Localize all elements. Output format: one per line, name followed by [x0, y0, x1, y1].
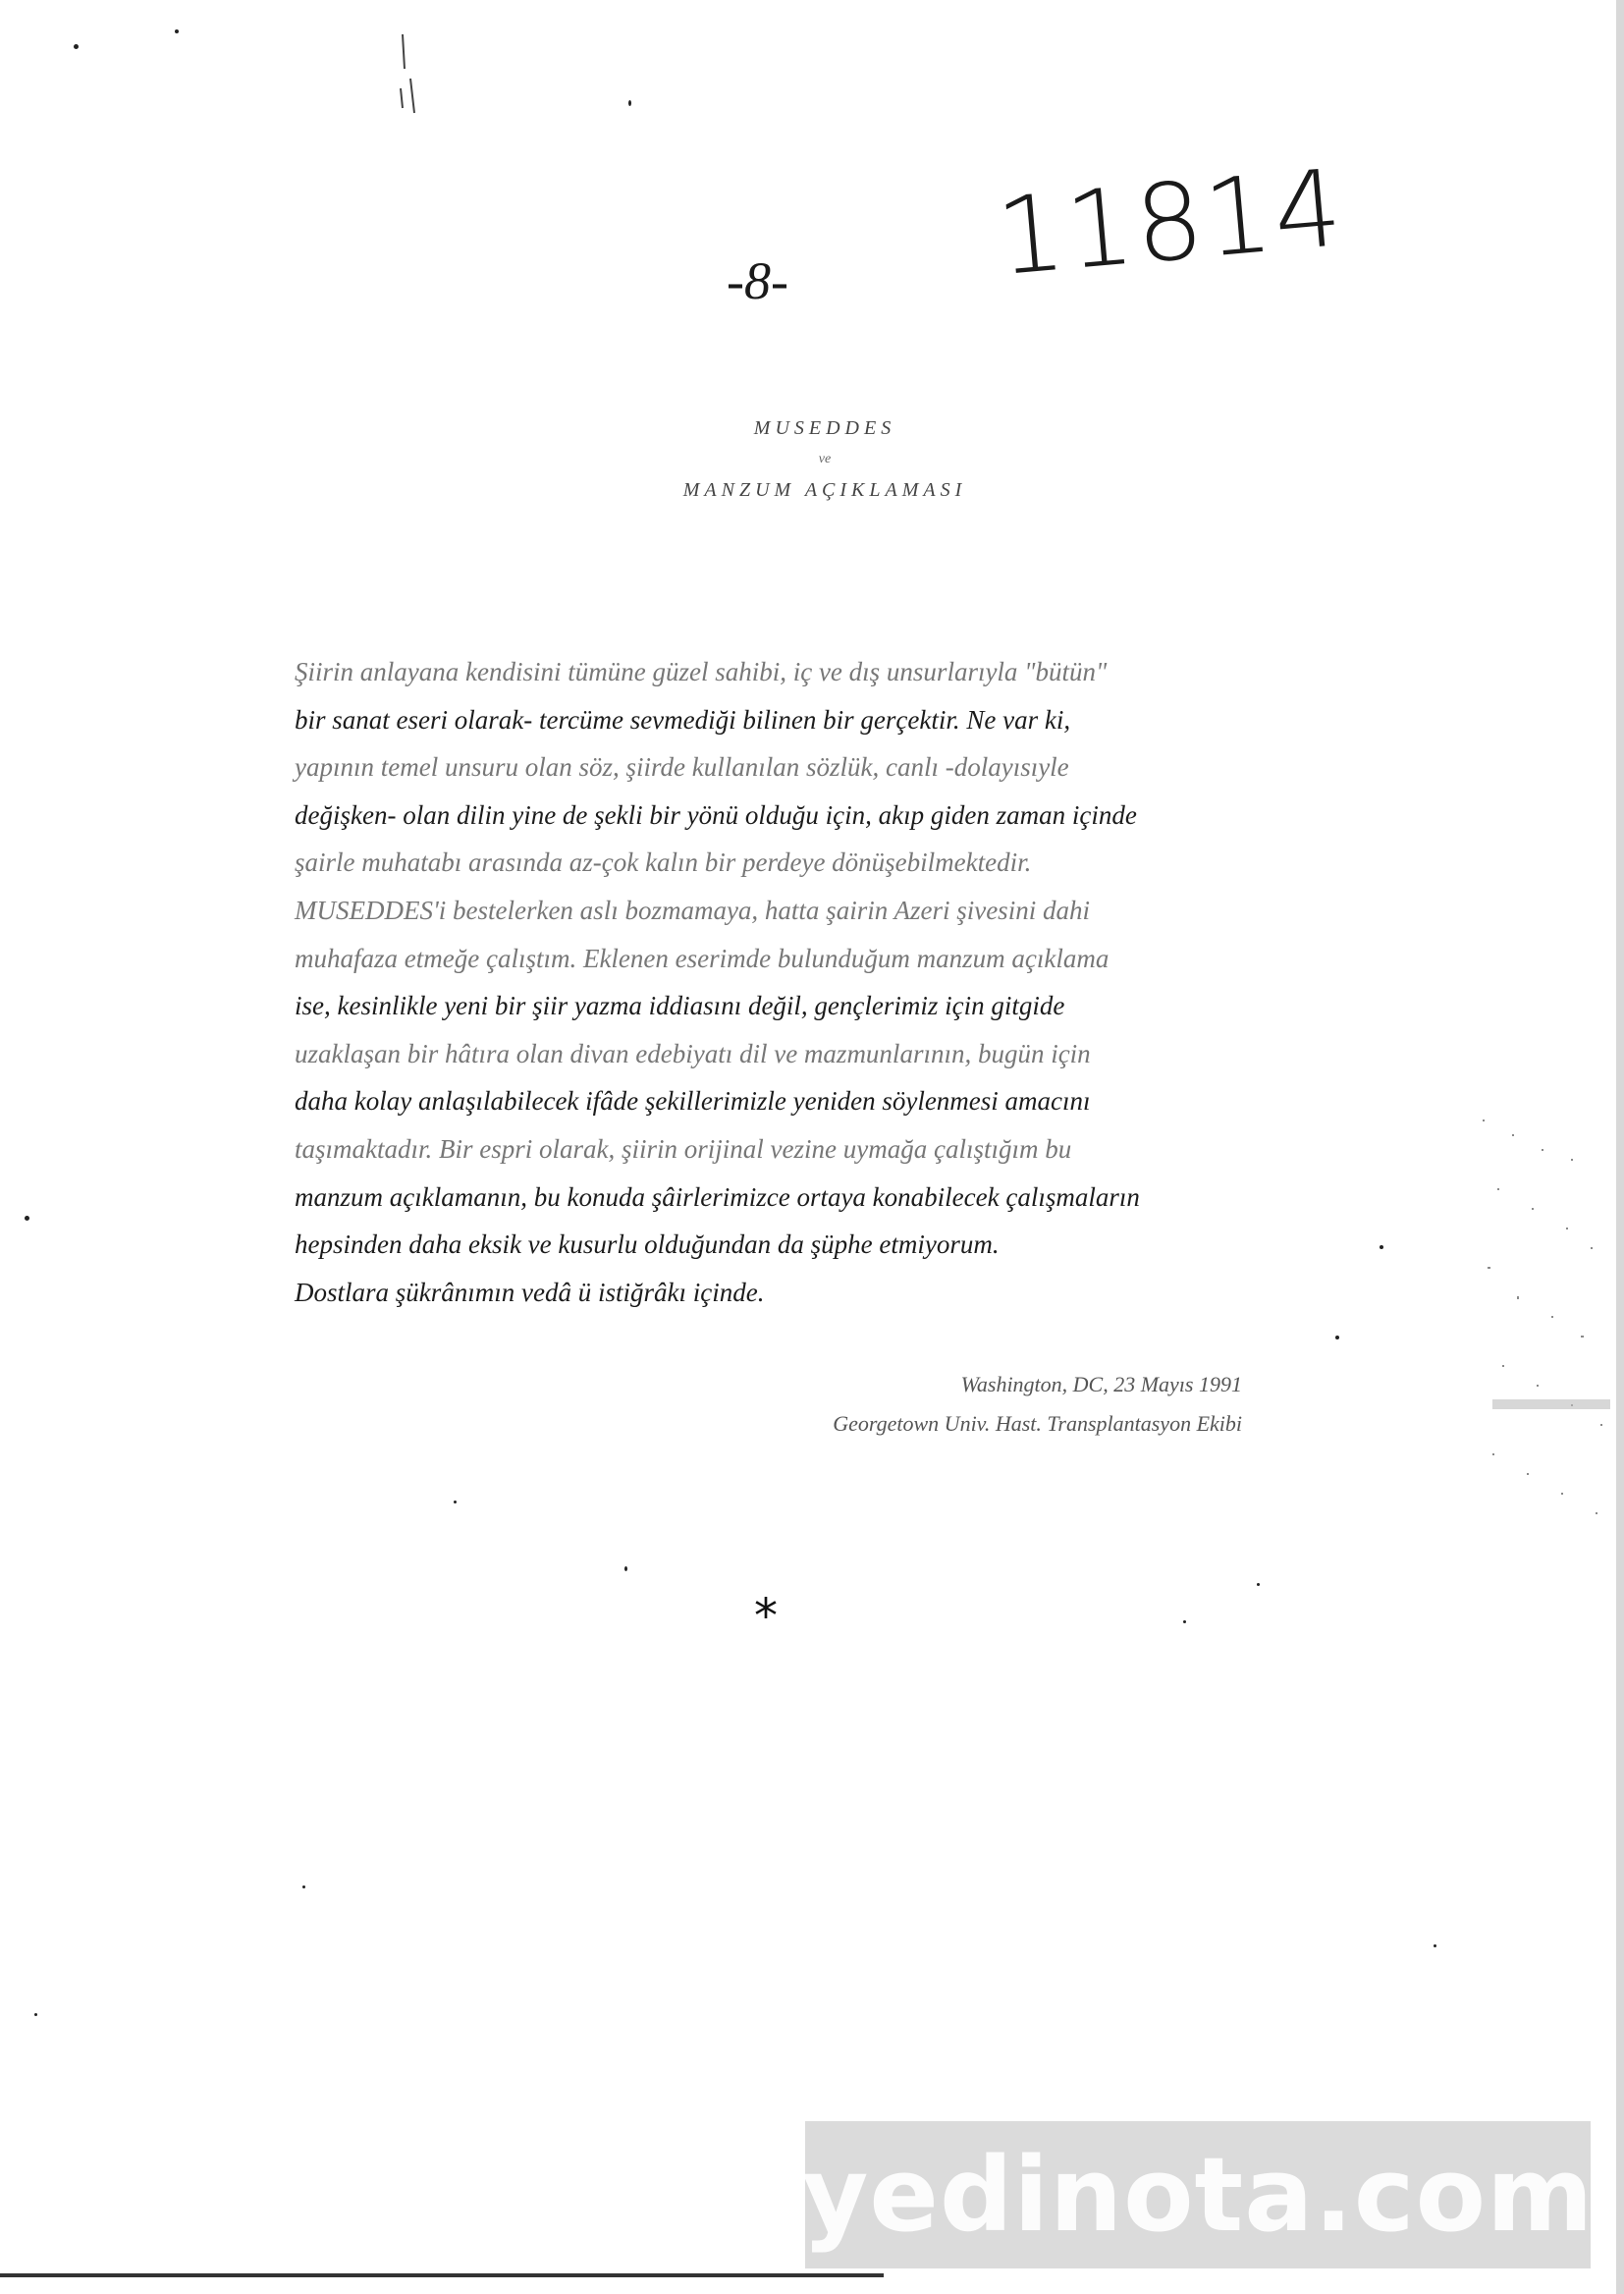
scan-speck: [1434, 1944, 1436, 1947]
scan-speck: [1257, 1583, 1260, 1586]
body-line: uzaklaşan bir hâtıra olan divan edebiyatı dil ve mazmunlarının, bugün için: [295, 1038, 1091, 1068]
body-line: şairle muhatabı arasında az-çok kalın bir perdeye dönüşebilmektedir.: [295, 847, 1032, 878]
body-line: değişken- olan dilin yine de şekli bir yönü olduğu için, akıp giden zaman içinde: [295, 799, 1137, 830]
body-line: bir sanat eseri olarak- tercüme sevmediği bilinen bir gerçektir. Ne var ki,: [295, 704, 1071, 735]
title-line-2: ve: [818, 452, 832, 466]
scan-speck: [302, 1885, 305, 1888]
scan-speck: [628, 100, 631, 106]
scan-speck: [34, 2013, 37, 2016]
body-line: Dostlara şükrânımın vedâ ü istiğrâkı içinde.: [295, 1277, 765, 1307]
scan-bottom-edge: [0, 2273, 884, 2277]
body-paragraph: [295, 648, 1247, 1316]
title-line-3: MANZUM AÇIKLAMASI: [682, 479, 967, 501]
title-block: [550, 417, 1100, 502]
scan-speck: [74, 44, 79, 49]
page-number: -8-: [727, 251, 788, 310]
scan-speck: [1335, 1336, 1339, 1339]
body-line: manzum açıklamanın, bu konuda şâirlerimizce ortaya konabilecek çalışmaların: [295, 1181, 1140, 1212]
signature-place-date: Washington, DC, 23 Mayıs 1991: [960, 1372, 1242, 1396]
title-line-1: MUSEDDES: [753, 417, 896, 439]
body-line: hepsinden daha eksik ve kusurlu olduğundan da şüphe etmiyorum.: [295, 1229, 1000, 1260]
body-line: ise, kesinlikle yeni bir şiir yazma iddiasını değil, gençlerimiz için gitgide: [295, 991, 1065, 1021]
body-line: MUSEDDES'i bestelerken aslı bozmamaya, hatta şairin Azeri şivesini dahi: [295, 895, 1090, 925]
scan-speck: [1380, 1245, 1383, 1249]
watermark-text: yedinota.com: [801, 2135, 1595, 2255]
scan-noise-margin: [1473, 1100, 1620, 1532]
body-line: Şiirin anlayana kendisini tümüne güzel sahibi, iç ve dış unsurlarıyla "bütün": [295, 657, 1108, 686]
body-line: taşımaktadır. Bir espri olarak, şiirin orijinal vezine uymağa çalıştığım bu: [295, 1133, 1072, 1164]
signature-block: [746, 1365, 1242, 1444]
body-line: daha kolay anlaşılabilecek ifâde şekillerimizle yeniden söylenmesi amacını: [295, 1086, 1091, 1117]
scan-smudge-top: [393, 29, 432, 118]
handwritten-archive-number: 11814: [992, 146, 1349, 300]
scan-speck: [624, 1566, 627, 1571]
body-line: muhafaza etmeğe çalıştım. Eklenen eserimde bulunduğum manzum açıklama: [295, 943, 1110, 973]
scan-speck: [25, 1216, 29, 1221]
scan-speck: [1183, 1620, 1186, 1623]
scan-speck: [454, 1501, 457, 1503]
body-line: yapının temel unsuru olan söz, şiirde kullanılan sözlük, canlı -dolayısıyle: [295, 752, 1069, 783]
end-asterisk: *: [754, 1589, 778, 1644]
signature-affiliation: Georgetown Univ. Hast. Transplantasyon Ekibi: [833, 1411, 1242, 1436]
watermark-banner: [801, 2121, 1595, 2268]
scan-speck: [175, 29, 179, 33]
